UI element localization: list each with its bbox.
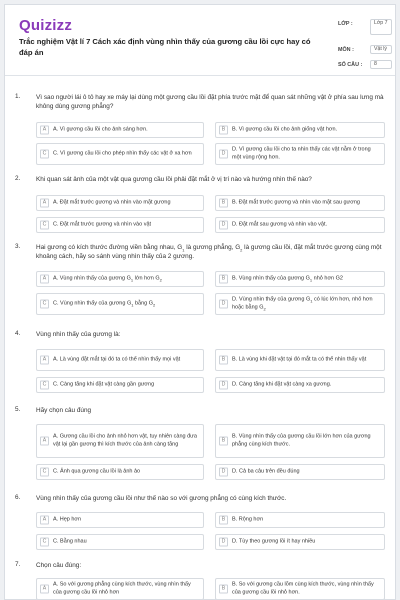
option-d[interactable] [215, 293, 385, 315]
option-letter: D [219, 468, 228, 477]
option-text: D. Vì gương cầu lồi cho ta nhìn thấy các vật nằm ở trong một vùng rộng hơn. [232, 146, 371, 160]
worksheet-page [4, 4, 396, 600]
option-text: D. Đặt mắt sau gương và nhìn vào vật. [232, 221, 328, 228]
option-letter: A [40, 585, 49, 594]
question-number: 6. [15, 494, 21, 501]
option-text: B. Vùng nhìn thấy của gương cầu lồi lớn hơn của gương phẳng cùng kích thước. [232, 433, 371, 447]
option-letter: C [40, 300, 49, 309]
option-text: A. So với gương phẳng cùng kích thước, vùng nhìn thấy của gương cầu lồi nhỏ hơn [53, 581, 191, 595]
option-a[interactable] [36, 424, 204, 458]
question-text: Khi quan sát ảnh của một vật qua gương cầu lồi phải đặt mắt ở vị trí nào và hướng nhìn thế nào? [36, 176, 312, 183]
option-text: C. Đặt mắt trước gương và nhìn vào vật [53, 221, 152, 228]
class-value: Lớp 7 [370, 19, 392, 35]
option-letter: C [40, 381, 49, 390]
option-letter: B [219, 275, 228, 284]
option-a[interactable] [36, 122, 204, 138]
count-label: SỐ CÂU : [338, 62, 363, 68]
option-text: A. Là vùng đặt mắt tại đó ta có thể nhìn thấy mọi vật [53, 356, 181, 363]
question-text: Vì sao người lái ô tô hay xe máy lại dùng một gương cầu lồi đặt phía trước mặt để quan sát những vật ở phía sau lưng mà không dùng gương phẳng? [36, 94, 384, 110]
option-b[interactable] [215, 578, 385, 600]
option-text: D. Cả ba câu trên đều đúng [232, 468, 300, 475]
subject-label: MÔN : [338, 47, 354, 53]
option-letter: C [40, 468, 49, 477]
quizizz-logo: Quizizz [19, 17, 73, 34]
count-value: 8 [370, 60, 392, 69]
option-letter: A [40, 356, 49, 365]
option-letter: C [40, 538, 49, 547]
option-letter: D [219, 221, 228, 230]
option-letter: B [219, 126, 228, 135]
option-letter: B [219, 356, 228, 365]
question-text: Vùng nhìn thấy của gương cầu lồi như thế nào so với gương phẳng có cùng kích thước. [36, 495, 287, 502]
question-text: Chọn câu đúng: [36, 562, 82, 569]
option-c[interactable] [36, 293, 204, 315]
option-text: B. Rộng hơn [232, 516, 264, 523]
option-text: A. Đặt mắt trước gương và nhìn vào mặt gương [53, 199, 171, 206]
option-text: C. Ảnh qua gương cầu lồi là ảnh ảo [53, 468, 141, 475]
worksheet-title: Trắc nghiệm Vật lí 7 Cách xác định vùng nhìn thấy của gương cầu lồi cực hay có đáp án [19, 37, 311, 57]
question-number: 1. [15, 93, 21, 100]
question-text: Hai gương có kích thước đường viền bằng nhau, $G_1$ là gương phẳng, $G_2$ là gương cầu lồi, đặt mắt trước gương cùng một khoảng cách, hãy so sánh vùng nhìn thấy của 2 gương. [36, 244, 382, 260]
option-letter: D [219, 150, 228, 159]
option-d[interactable] [215, 377, 385, 393]
option-letter: B [219, 199, 228, 208]
option-d[interactable] [215, 534, 385, 550]
option-c[interactable] [36, 217, 204, 233]
option-text: A. Vì gương cầu lồi cho ảnh sáng hơn. [53, 126, 148, 133]
option-text: B. Vùng nhìn thấy của gương $G_1$ nhỏ hơn G2 [232, 275, 343, 283]
question-text: Vùng nhìn thấy của gương là: [36, 331, 121, 338]
option-text: C. Vùng nhìn thấy của gương $G_1$ bằng $G_2$ [53, 300, 156, 308]
option-letter: C [40, 221, 49, 230]
question-number: 4. [15, 330, 21, 337]
option-c[interactable] [36, 143, 204, 165]
option-b[interactable] [215, 122, 385, 138]
option-a[interactable] [36, 512, 204, 528]
option-letter: B [219, 516, 228, 525]
worksheet-header [5, 5, 395, 76]
option-text: D. Càng tăng khi đặt vật càng xa gương. [232, 381, 332, 388]
option-text: B. Vì gương cầu lồi cho ảnh giống vật hơn. [232, 126, 338, 133]
option-b[interactable] [215, 424, 385, 458]
option-d[interactable] [215, 143, 385, 165]
option-text: D. Tùy theo gương lồi ít hay nhiều [232, 538, 316, 545]
option-text: C. Bằng nhau [53, 538, 87, 545]
option-text: B. Đặt mắt trước gương và nhìn vào mặt sau gương [232, 199, 360, 206]
option-text: C. Vì gương cầu lồi cho phép nhìn thấy các vật ở xa hơn [53, 150, 192, 157]
option-b[interactable] [215, 349, 385, 371]
option-letter: B [219, 437, 228, 446]
option-a[interactable] [36, 349, 204, 371]
option-a[interactable] [36, 578, 204, 600]
question-number: 2. [15, 175, 21, 182]
option-c[interactable] [36, 534, 204, 550]
option-letter: C [40, 150, 49, 159]
option-letter: D [219, 538, 228, 547]
option-text: B. Là vùng khi đặt vật tại đó mắt ta có thể nhìn thấy vật [232, 356, 367, 363]
option-b[interactable] [215, 271, 385, 287]
question-number: 5. [15, 406, 21, 413]
option-c[interactable] [36, 464, 204, 480]
option-letter: A [40, 275, 49, 284]
option-a[interactable] [36, 271, 204, 287]
option-text: A. Vùng nhìn thấy của gương $G_1$ lớn hơn $G_2$ [53, 275, 162, 283]
option-text: C. Càng tăng khi đặt vật càng gần gương [53, 381, 155, 388]
question-text: Hãy chọn câu đúng [36, 407, 92, 414]
option-letter: A [40, 516, 49, 525]
option-letter: A [40, 199, 49, 208]
option-letter: D [219, 300, 228, 309]
option-text: B. So với gương cầu lõm cùng kích thước, vùng nhìn thấy của gương cầu lồi nhỏ hơn. [232, 581, 374, 595]
option-text: A. Gương cầu lồi cho ảnh nhỏ hơn vật, tuy nhiên càng đưa vật lại gần gương thì kích thước của ảnh càng tăng [53, 433, 197, 447]
option-d[interactable] [215, 217, 385, 233]
option-b[interactable] [215, 195, 385, 211]
class-label: LỚP : [338, 21, 353, 27]
option-letter: D [219, 381, 228, 390]
question-number: 7. [15, 561, 21, 568]
option-b[interactable] [215, 512, 385, 528]
option-letter: B [219, 585, 228, 594]
option-text: A. Hẹp hơn [53, 516, 82, 523]
option-text: D. Vùng nhìn thấy của gương $G_1$ có lúc lớn hơn, nhỏ hơn hoặc bằng $G_2$ [232, 296, 373, 312]
option-a[interactable] [36, 195, 204, 211]
option-c[interactable] [36, 377, 204, 393]
subject-value: Vật lý [370, 45, 392, 54]
option-letter: A [40, 437, 49, 446]
question-number: 3. [15, 243, 21, 250]
option-d[interactable] [215, 464, 385, 480]
option-letter: A [40, 126, 49, 135]
